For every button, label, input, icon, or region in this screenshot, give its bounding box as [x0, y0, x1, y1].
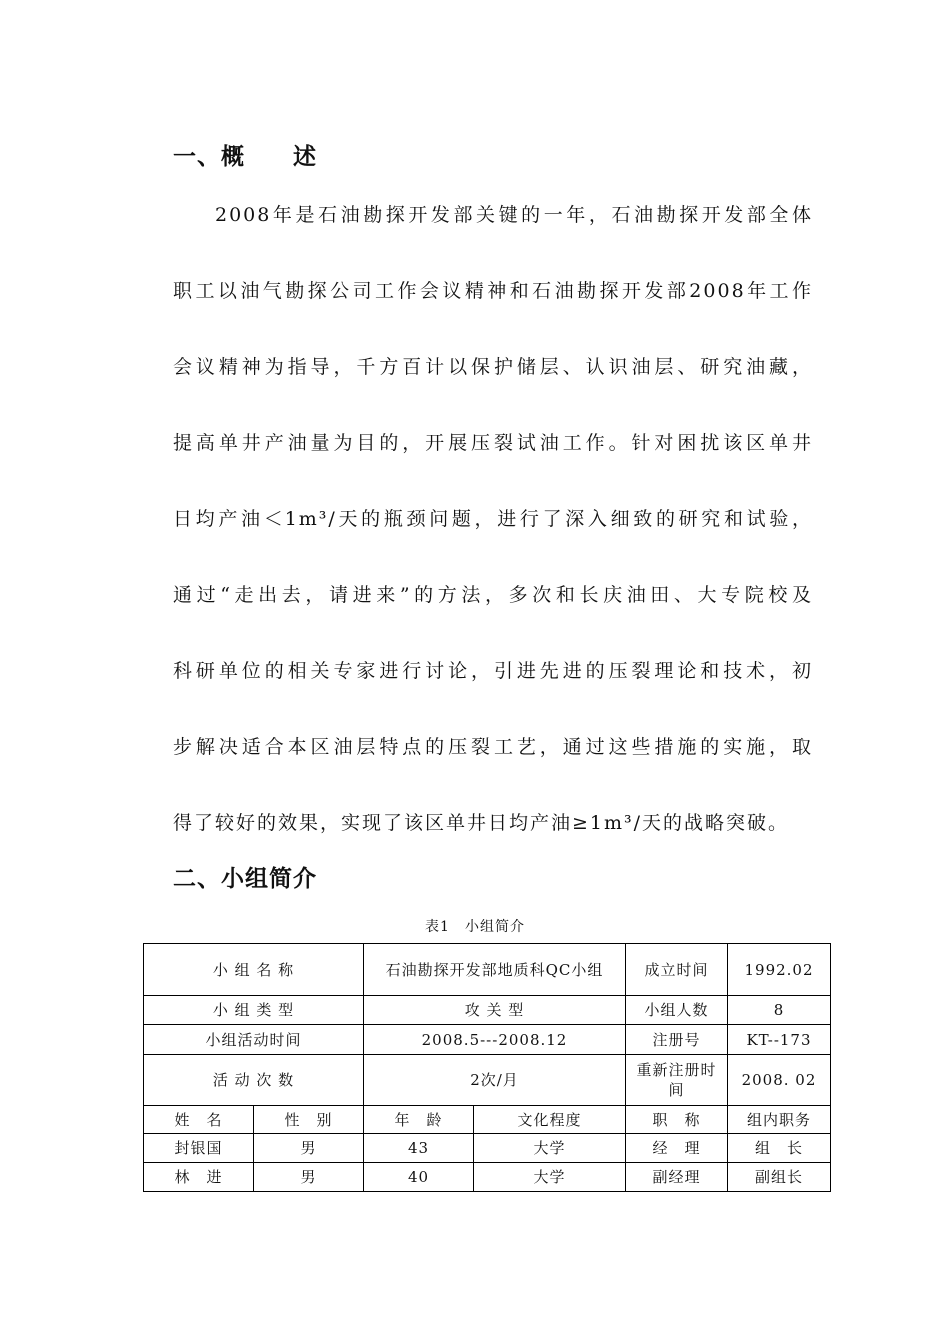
activity-count-label: 活 动 次 数: [144, 1055, 364, 1106]
table-header-row: [144, 1106, 831, 1134]
paragraph-line: 会议精神为指导，千方百计以保护储层、认识油层、研究油藏，: [173, 356, 813, 378]
col-header-education: 文化程度: [474, 1106, 626, 1134]
col-header-age: 年 龄: [364, 1106, 474, 1134]
table-row: [144, 944, 831, 996]
reg-no-label: 注册号: [626, 1025, 728, 1055]
group-type-label: 小 组 类 型: [144, 996, 364, 1025]
members-value: 8: [728, 996, 831, 1025]
rereg-label: 重新注册时间: [626, 1055, 728, 1106]
table-row: [144, 1134, 831, 1163]
paragraph-line: 科研单位的相关专家进行讨论，引进先进的压裂理论和技术，初: [173, 660, 813, 682]
reg-no-value: KT--173: [728, 1025, 831, 1055]
founded-label: 成立时间: [626, 944, 728, 996]
member-name: 林 进: [144, 1163, 254, 1192]
paragraph-line: 得了较好的效果，实现了该区单井日均产油≥1m³/天的战略突破。: [173, 812, 790, 834]
rereg-value: 2008. 02: [728, 1055, 831, 1106]
paragraph-line: 提高单井产油量为目的，开展压裂试油工作。针对困扰该区单井: [173, 432, 813, 454]
col-header-title: 职 称: [626, 1106, 728, 1134]
col-header-gender: 性 别: [254, 1106, 364, 1134]
member-age: 43: [364, 1134, 474, 1163]
member-title: 副经理: [626, 1163, 728, 1192]
activity-time-label: 小组活动时间: [144, 1025, 364, 1055]
paragraph-line: 步解决适合本区油层特点的压裂工艺，通过这些措施的实施，取: [173, 736, 813, 758]
table-row: [144, 1025, 831, 1055]
paragraph-line: 职工以油气勘探公司工作会议精神和石油勘探开发部2008年工作: [173, 280, 813, 302]
group-info-table: [143, 943, 831, 1192]
members-label: 小组人数: [626, 996, 728, 1025]
member-title: 经 理: [626, 1134, 728, 1163]
table-caption: 表1 小组简介: [425, 919, 525, 935]
table-row: [144, 1163, 831, 1192]
member-name: 封银国: [144, 1134, 254, 1163]
member-age: 40: [364, 1163, 474, 1192]
activity-count-value: 2次/月: [364, 1055, 626, 1106]
member-education: 大学: [474, 1163, 626, 1192]
col-header-name: 姓 名: [144, 1106, 254, 1134]
activity-time-value: 2008.5---2008.12: [364, 1025, 626, 1055]
table-row: [144, 1055, 831, 1106]
founded-value: 1992.02: [728, 944, 831, 996]
overview-paragraph: [173, 198, 813, 882]
paragraph-line: 2008年是石油勘探开发部关键的一年，石油勘探开发部全体: [215, 204, 813, 226]
member-gender: 男: [254, 1163, 364, 1192]
group-type-value: 攻 关 型: [364, 996, 626, 1025]
section-heading-overview: 一、概 述: [173, 144, 317, 170]
group-name-label: 小 组 名 称: [144, 944, 364, 996]
member-role: 副组长: [728, 1163, 831, 1192]
table-row: [144, 996, 831, 1025]
section-heading-group-intro: 二、小组简介: [173, 866, 317, 892]
member-gender: 男: [254, 1134, 364, 1163]
paragraph-line: 通过“走出去，请进来”的方法，多次和长庆油田、大专院校及: [173, 584, 813, 606]
col-header-role: 组内职务: [728, 1106, 831, 1134]
paragraph-line: 日均产油＜1m³/天的瓶颈问题，进行了深入细致的研究和试验，: [173, 508, 813, 530]
member-role: 组 长: [728, 1134, 831, 1163]
group-name-value: 石油勘探开发部地质科QC小组: [364, 944, 626, 996]
member-education: 大学: [474, 1134, 626, 1163]
